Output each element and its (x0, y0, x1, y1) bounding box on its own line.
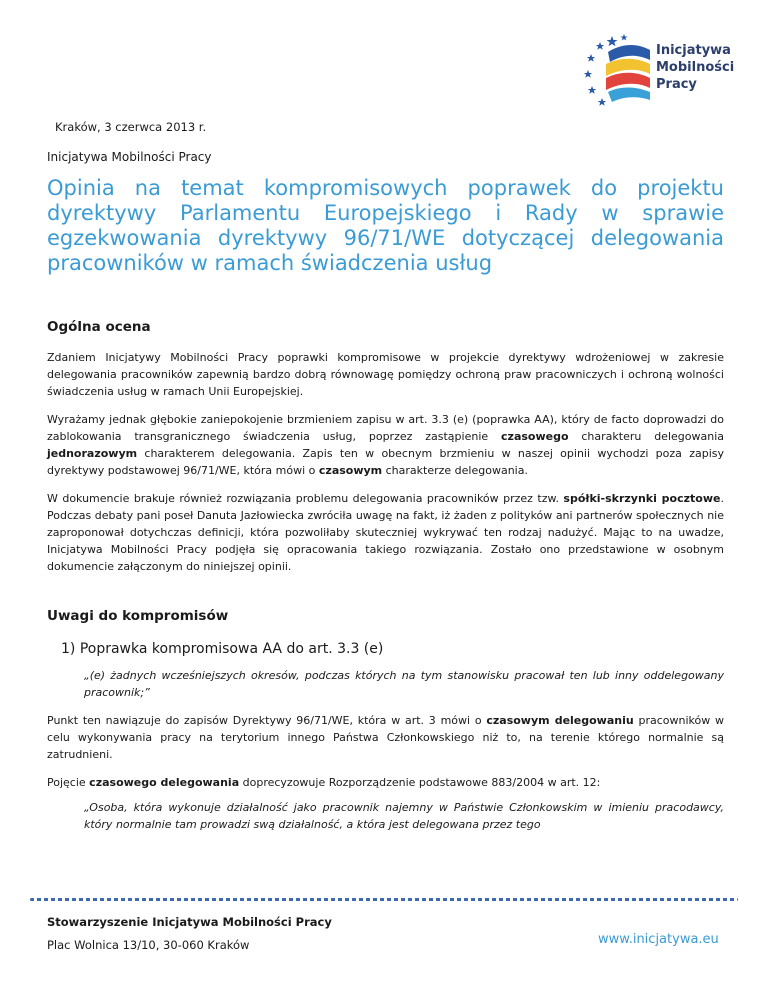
section-heading-compromise-remarks: Uwagi do kompromisów (47, 608, 229, 624)
document-date: Kraków, 3 czerwca 2013 r. (55, 120, 207, 134)
numbered-item-1: 1) Poprawka kompromisowa AA do art. 3.3 (e) (61, 641, 384, 657)
footer-organization: Stowarzyszenie Inicjatywa Mobilności Pracy (47, 915, 332, 929)
footer-divider (30, 898, 738, 901)
document-title: Opinia na temat kompromisowych poprawek do projektu dyrektywy Parlamentu Europejskiego i Rady w sprawie egzekwowania dyrektywy 96/71/WE dotyczącej delegowania pracowników w ramach świadczenia usług (47, 176, 724, 275)
paragraph-general-assessment-3: W dokumencie brakuje również rozwiązania problemu delegowania pracowników przez tzw. spółki-skrzynki pocztowe. Podczas debaty pani poseł Danuta Jazłowiecka zwróciła uwagę na fakt, iż żaden z polityków ani partnerów społecznych nie zaproponował dotychczas definicji, która pozwoliłaby skuteczniej wykrywać ten rodzaj nadużyć. Mając to na uwadze, Inicjatywa Mobilności Pracy podjęła się opracowania takiego rozwiązania. Zostało ono przedstawione w osobnym dokumencie załączonym do niniejszej opinii. (47, 492, 724, 573)
footer-address: Plac Wolnica 13/10, 30-060 Kraków (47, 938, 250, 952)
document-body (47, 318, 724, 833)
footer-website-link[interactable]: www.inicjatywa.eu (598, 932, 719, 947)
quote-regulation-article-12: „Osoba, która wykonuje działalność jako pracownik najemny w Państwie Członkowskim w imieniu pracodawcy, który normalnie tam prowadzi swą działalność, a która jest delegowana przez tego (84, 801, 724, 831)
section-heading-general-assessment: Ogólna ocena (47, 319, 151, 335)
paragraph-directive-reference: Punkt ten nawiązuje do zapisów Dyrektywy 96/71/WE, która w art. 3 mówi o czasowym delegowaniu pracowników w celu wykonywania pracy na terytorium innego Państwa Członkowskiego niż to, na terenie którego normalnie są zatrudnieni. (47, 714, 725, 761)
logo-line-1: Inicjatywa (656, 43, 731, 58)
paragraph-general-assessment-2: Wyrażamy jednak głębokie zaniepokojenie brzmieniem zapisu w art. 3.3 (e) (poprawka AA), który de facto doprowadzi do zablokowania transgranicznego świadczenia usług, poprzez zastąpienie czasowego charakteru delegowania jednorazowym charakterem delegowania. Zapis ten w obecnym brzmieniu w naszej opinii wychodzi poza zapisy dyrektywy podstawowej 96/71/WE, która mówi o czasowym charakterze delegowania. (47, 413, 724, 477)
quote-article-3-3-e: „(e) żadnych wcześniejszych okresów, podczas których na tym stanowisku pracował ten lub inny oddelegowany pracownik;” (84, 669, 724, 699)
organization-logo (584, 30, 734, 112)
logo-line-3: Pracy (656, 77, 697, 92)
paragraph-general-assessment-1: Zdaniem Inicjatywy Mobilności Pracy poprawki kompromisowe w projekcie dyrektywy wdrożeniowej w zakresie delegowania pracowników zapewnią bardzo dobrą równowagę pomiędzy ochroną praw pracowniczych i ochroną wolności świadczenia usług w ramach Unii Europejskiej. (47, 351, 724, 398)
paragraph-regulation-reference: Pojęcie czasowego delegowania doprecyzowuje Rozporządzenie podstawowe 883/2004 w art. 12: (47, 776, 601, 789)
logo-emblem-icon (584, 30, 654, 112)
author-organization: Inicjatywa Mobilności Pracy (47, 150, 212, 164)
logo-line-2: Mobilności (656, 60, 735, 75)
logo-wordmark (656, 42, 734, 93)
